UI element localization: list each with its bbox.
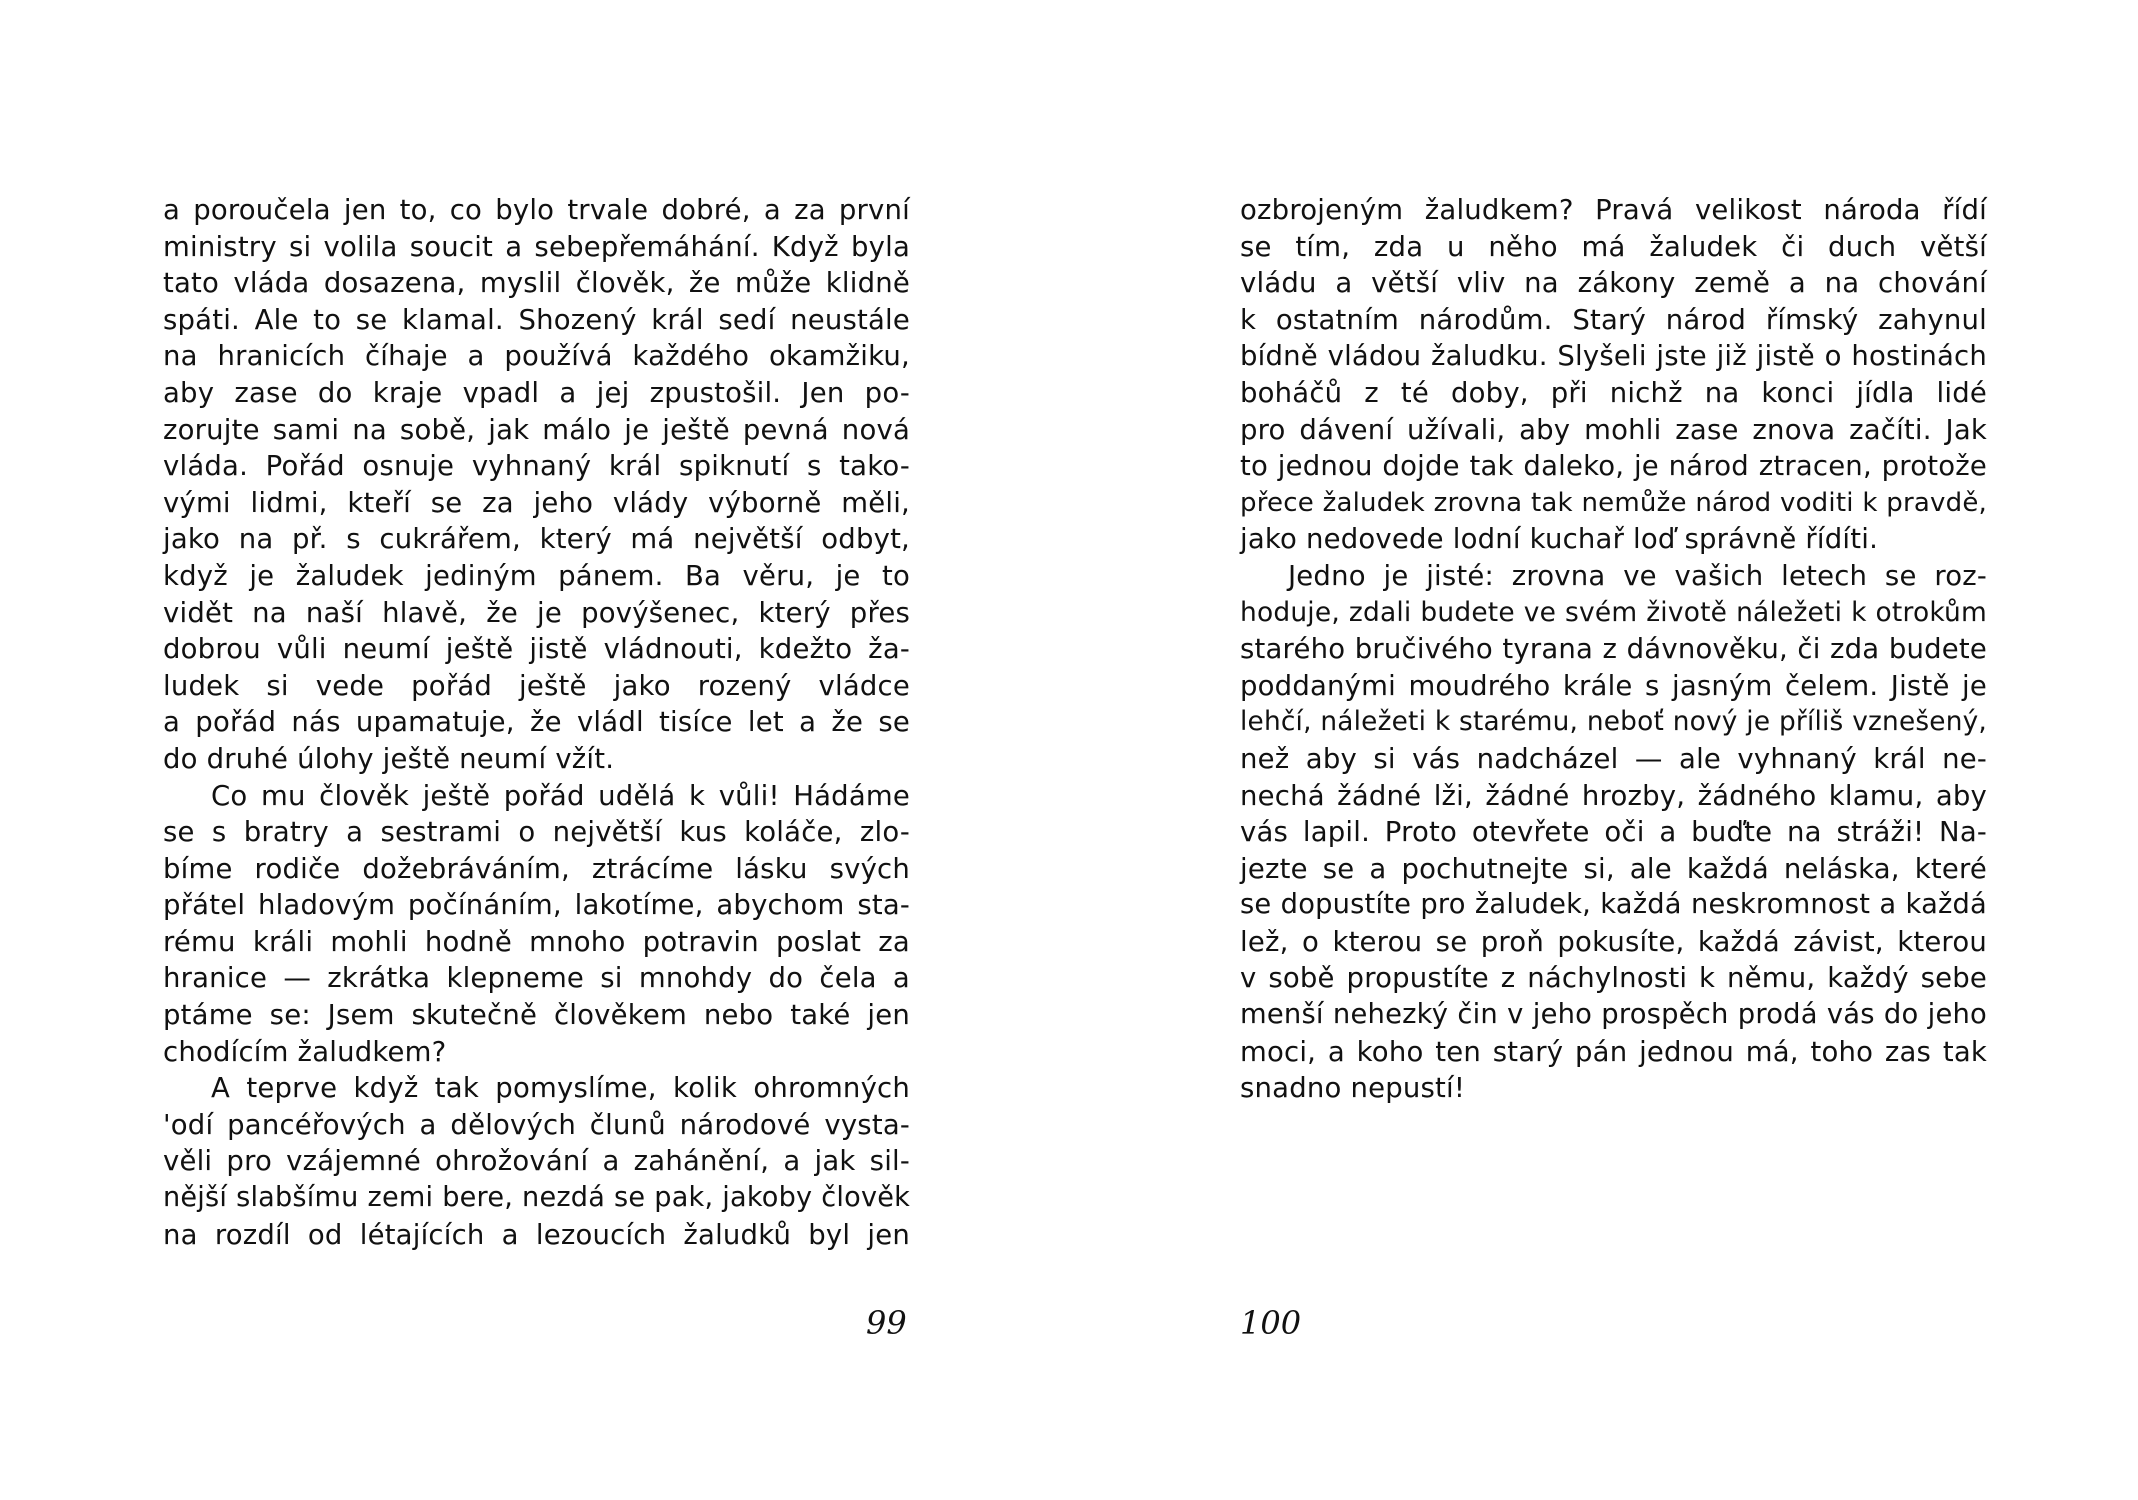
text-line: aby zase do kraje vpadl a jej zpustošil. Jen po- <box>163 376 910 409</box>
text-line: boháčů z té doby, při nichž na konci jídla lidé <box>1240 376 1987 409</box>
text-line: v sobě propustíte z náchylnosti k němu, každý sebe <box>1240 962 1987 995</box>
text-line: vidět na naší hlavě, že je povýšenec, který přes <box>163 596 910 629</box>
text-line: zorujte sami na sobě, jak málo je ještě pevná nová <box>163 413 910 446</box>
text-line: než aby si vás nadcházel — ale vyhnaný král ne- <box>1240 742 1987 775</box>
text-line: přátel hladovým počínáním, lakotíme, abychom sta- <box>163 889 910 922</box>
text-line: do druhé úlohy ještě neumí vžít. <box>163 742 615 775</box>
text-line: když je žaludek jediným pánem. Ba věru, je to <box>163 559 910 592</box>
text-line: to jednou dojde tak daleko, je národ ztracen, protože <box>1240 450 1987 483</box>
left-page-text <box>163 192 910 1253</box>
text-line: menší nehezký čin v jeho prospěch prodá vás do jeho <box>1240 999 1987 1031</box>
text-line: bídně vládou žaludku. Slyšeli jste již jistě o hostinách <box>1240 340 1987 373</box>
text-line: moci, a koho ten starý pán jednou má, toho zas tak <box>1240 1035 1987 1068</box>
text-line: nechá žádné lži, žádné hrozby, žádného klamu, aby <box>1240 779 1987 812</box>
text-line: na hranicích číhaje a používá každého okamžiku, <box>163 340 910 373</box>
text-line: 'odí pancéřových a dělových člunů národové vysta- <box>163 1108 910 1141</box>
text-line: A teprve když tak pomyslíme, kolik ohromných <box>211 1072 910 1105</box>
text-line: Jedno je jisté: zrovna ve vašich letech se roz- <box>1288 559 1987 592</box>
text-line: k ostatním národům. Starý národ římský zahynul <box>1240 303 1987 336</box>
text-line: na rozdíl od létajících a lezoucích žaludků byl jen <box>163 1218 910 1251</box>
text-line: se dopustíte pro žaludek, každá neskromnost a každá <box>1240 889 1987 921</box>
text-line: přece žaludek zrovna tak nemůže národ voditi k pravdě, <box>1240 487 1987 518</box>
text-line: starého bručivého tyrana z dávnověku, či zda budete <box>1240 633 1987 666</box>
text-line: vládu a větší vliv na zákony země a na chování <box>1240 267 1987 300</box>
text-line: dobrou vůli neumí ještě jistě vládnouti, kdežto ža- <box>163 633 910 666</box>
text-line: ministry si volila soucit a sebepřemáhání. Když byla <box>163 230 910 263</box>
text-line: a pořád nás upamatuje, že vládl tisíce let a že se <box>163 706 910 739</box>
right-page-text <box>1240 192 1987 1107</box>
text-line: snadno nepustí! <box>1240 1072 1466 1105</box>
text-line: pro dávení užívali, aby mohli zase znova začíti. Jak <box>1240 413 1987 446</box>
text-line: jako nedovede lodní kuchař loď správně řídíti. <box>1240 523 1879 556</box>
text-line: se tím, zda u něho má žaludek či duch větší <box>1240 230 1987 263</box>
text-line: věli pro vzájemné ohrožování a zahánění, a jak sil- <box>163 1145 910 1178</box>
text-line: bíme rodiče dožebráváním, ztrácíme lásku svých <box>163 852 910 885</box>
text-line: rému králi mohli hodně mnoho potravin poslat za <box>163 925 910 958</box>
text-line: lež, o kterou se proň pokusíte, každá závist, kterou <box>1240 925 1987 958</box>
text-line: tato vláda dosazena, myslil člověk, že může klidně <box>163 267 910 300</box>
text-line: jako na př. s cukrářem, který má největší odbyt, <box>163 523 910 556</box>
text-line: hoduje, zdali budete ve svém životě náležeti k otrokům <box>1240 596 1987 628</box>
right-page <box>1069 0 2138 1500</box>
text-line: a poroučela jen to, co bylo trvale dobré, a za první <box>163 194 910 226</box>
text-line: jezte se a pochutnejte si, ale každá neláska, které <box>1240 852 1987 885</box>
text-line: poddanými moudrého krále s jasným čelem. Jistě je <box>1240 669 1987 702</box>
text-line: spáti. Ale to se klamal. Shozený král sedí neustále <box>163 303 910 336</box>
text-line: vás lapil. Proto otevřete oči a buďte na stráži! Na- <box>1240 816 1987 849</box>
text-line: ludek si vede pořád ještě jako rozený vládce <box>163 669 910 702</box>
text-line: lehčí, náležeti k starému, neboť nový je příliš vznešený, <box>1240 707 1987 738</box>
page-number: 99 <box>866 1304 907 1342</box>
text-line: ptáme se: Jsem skutečně člověkem nebo také jen <box>163 999 910 1032</box>
text-line: vláda. Pořád osnuje vyhnaný král spiknutí s tako- <box>163 450 910 483</box>
text-line: ozbrojeným žaludkem? Pravá velikost národa řídí <box>1240 194 1987 226</box>
text-line: se s bratry a sestrami o největší kus koláče, zlo- <box>163 816 910 849</box>
text-line: Co mu člověk ještě pořád udělá k vůli! Hádáme <box>211 779 910 812</box>
text-line: hranice — zkrátka klepneme si mnohdy do čela a <box>163 962 910 995</box>
text-line: vými lidmi, kteří se za jeho vlády výborně měli, <box>163 486 910 519</box>
text-line: chodícím žaludkem? <box>163 1035 447 1068</box>
text-line: nější slabšímu zemi bere, nezdá se pak, jakoby člověk <box>163 1182 910 1214</box>
page-number: 100 <box>1240 1304 1302 1342</box>
